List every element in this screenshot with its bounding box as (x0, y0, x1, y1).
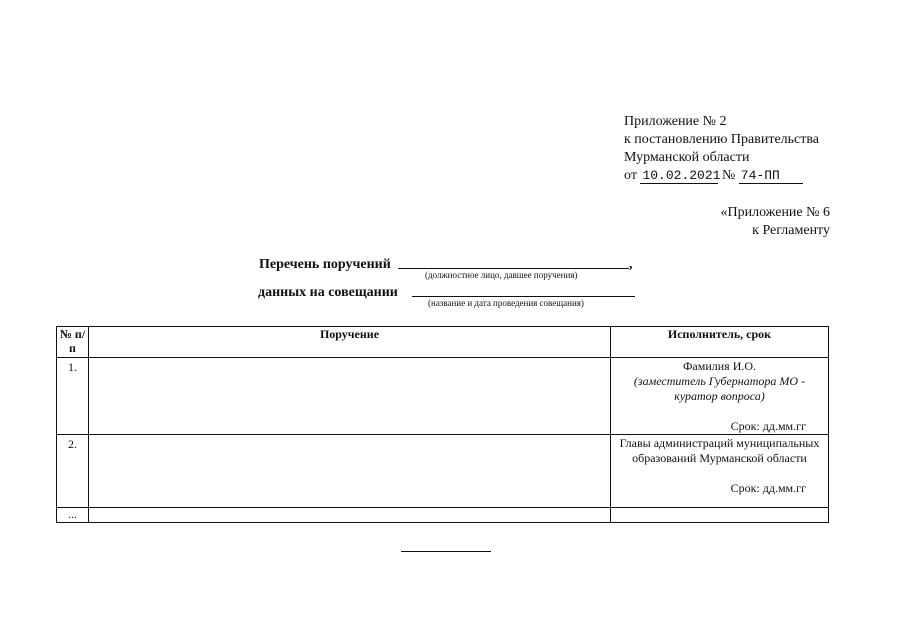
header-num: № п/п (57, 327, 89, 358)
appendix-title: Приложение № 2 (624, 114, 727, 129)
heading-comma: , (629, 257, 633, 272)
row-executor (611, 358, 829, 435)
header-executor: Исполнитель, срок (611, 327, 829, 358)
table-row (57, 508, 829, 523)
table-row (57, 358, 829, 435)
reglament-block (721, 204, 831, 240)
official-caption: (должностное лицо, давшее поручения) (425, 270, 578, 280)
appendix-decree: к постановлению Правительства (624, 132, 820, 147)
row-num: 1. (57, 358, 89, 435)
decree-number: 74-ПП (739, 168, 803, 184)
end-divider (401, 551, 491, 552)
meeting-blank (412, 284, 635, 297)
executor-deadline: Срок: дд.мм.гг (730, 481, 806, 495)
row-executor (611, 435, 829, 508)
row-task (89, 435, 611, 508)
executor-name: Фамилия И.О. (682, 359, 757, 373)
executor-deadline: Срок: дд.мм.гг (730, 419, 806, 433)
row-num: ... (57, 508, 89, 523)
from-label: от (624, 168, 637, 183)
reglament-subtitle: к Регламенту (752, 223, 830, 238)
row-task (89, 358, 611, 435)
decree-date: 10.02.2021 (642, 168, 721, 183)
appendix-block (624, 113, 819, 185)
meeting-caption: (название и дата проведения совещания) (428, 298, 584, 308)
appendix-date-line (624, 167, 819, 185)
row-executor (611, 508, 829, 523)
heading-line-1: Перечень поручений (259, 257, 391, 272)
number-label: № (721, 168, 736, 183)
table-header-row (57, 327, 829, 358)
tasks-table (56, 326, 829, 523)
header-task: Поручение (89, 327, 611, 358)
executor-name: Главы администраций муниципальных образований Мурманской области (619, 436, 820, 465)
row-num: 2. (57, 435, 89, 508)
executor-role: (заместитель Губернатора МО - куратор вопроса) (633, 374, 806, 403)
appendix-region: Мурманской области (624, 150, 750, 165)
table-row (57, 435, 829, 508)
row-task (89, 508, 611, 523)
heading-line-2: данных на совещании (258, 285, 398, 300)
official-blank (398, 256, 629, 269)
reglament-title: «Приложение № 6 (720, 205, 830, 220)
